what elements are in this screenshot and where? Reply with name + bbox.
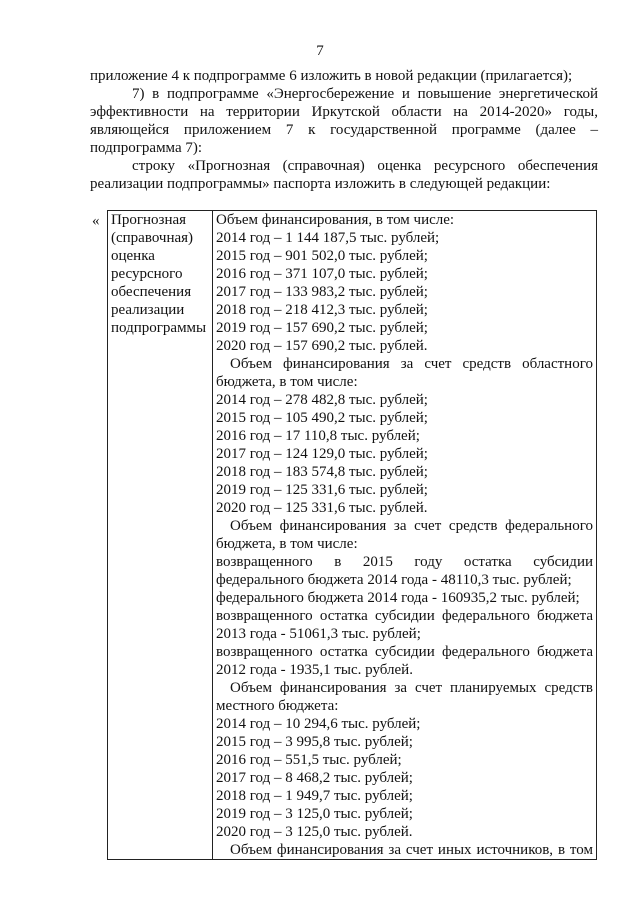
paragraph-subprogram-7: 7) в подпрограмме «Энергосбережение и повышение энергетической эффективности на территории Иркутской области на 2014-2020» годы, являющейся приложением 7 к государственной программе (далее – подпрограмма 7): — [90, 86, 598, 156]
total-year-line: 2018 год – 218 412,3 тыс. рублей; — [216, 302, 428, 318]
total-year-line: 2020 год – 157 690,2 тыс. рублей. — [216, 338, 428, 354]
local-year-line: 2014 год – 10 294,6 тыс. рублей; — [216, 716, 421, 732]
total-funding-heading: Объем финансирования, в том числе: — [216, 212, 455, 228]
regional-funding-heading: Объем финансирования за счет средств областного бюджета, в том числе: — [216, 356, 593, 390]
total-year-line: 2019 год – 157 690,2 тыс. рублей; — [216, 320, 428, 336]
local-year-line: 2017 год – 8 468,2 тыс. рублей; — [216, 770, 413, 786]
regional-year-line: 2019 год – 125 331,6 тыс. рублей; — [216, 482, 428, 498]
row-label-line: ресурсного — [111, 266, 183, 282]
paragraph-row-instruction: строку «Прогнозная (справочная) оценка ресурсного обеспечения реализации подпрограммы» паспорта изложить в следующей редакции: — [90, 158, 598, 192]
row-label-line: подпрограммы — [111, 320, 207, 336]
row-label-line: (справочная) — [111, 230, 194, 246]
open-quote: « — [92, 213, 100, 229]
federal-funding-heading: Объем финансирования за счет средств федерального бюджета, в том числе: — [216, 518, 593, 552]
table-row — [108, 211, 597, 860]
federal-item: возвращенного остатка субсидии федерального бюджета 2013 года - 51061,3 тыс. рублей; — [216, 608, 593, 642]
row-label-line: обеспечения — [111, 284, 192, 300]
regional-year-line: 2020 год – 125 331,6 тыс. рублей. — [216, 500, 428, 516]
funding-cell — [213, 211, 597, 860]
regional-year-line: 2017 год – 124 129,0 тыс. рублей; — [216, 446, 428, 462]
local-year-line: 2015 год – 3 995,8 тыс. рублей; — [216, 734, 413, 750]
paragraph-appendix: приложение 4 к подпрограмме 6 изложить в новой редакции (прилагается); — [90, 68, 573, 84]
federal-item: федерального бюджета 2014 года - 160935,2 тыс. рублей; — [216, 590, 580, 606]
page-number: 7 — [316, 43, 324, 59]
row-label-line: Прогнозная — [111, 212, 187, 228]
federal-item: возвращенного остатка субсидии федерального бюджета 2012 года - 1935,1 тыс. рублей. — [216, 644, 593, 678]
local-year-line: 2020 год – 3 125,0 тыс. рублей. — [216, 824, 413, 840]
other-funding-heading: Объем финансирования за счет иных источников, в том — [230, 842, 593, 858]
row-label-line: оценка — [111, 248, 155, 264]
local-funding-heading: Объем финансирования за счет планируемых средств местного бюджета: — [216, 680, 593, 714]
regional-year-line: 2018 год – 183 574,8 тыс. рублей; — [216, 464, 428, 480]
total-year-line: 2015 год – 901 502,0 тыс. рублей; — [216, 248, 428, 264]
local-year-line: 2018 год – 1 949,7 тыс. рублей; — [216, 788, 413, 804]
federal-item: возвращенного в 2015 году остатка субсидии федерального бюджета 2014 года - 48110,3 тыс. рублей; — [216, 554, 593, 588]
row-label-cell — [108, 211, 213, 860]
row-label-line: реализации — [111, 302, 185, 318]
total-year-line: 2016 год – 371 107,0 тыс. рублей; — [216, 266, 428, 282]
body-text — [90, 67, 598, 193]
regional-year-line: 2015 год – 105 490,2 тыс. рублей; — [216, 410, 428, 426]
local-year-line: 2016 год – 551,5 тыс. рублей; — [216, 752, 402, 768]
regional-year-line: 2014 год – 278 482,8 тыс. рублей; — [216, 392, 428, 408]
total-year-line: 2017 год – 133 983,2 тыс. рублей; — [216, 284, 428, 300]
total-year-line: 2014 год – 1 144 187,5 тыс. рублей; — [216, 230, 440, 246]
regional-year-line: 2016 год – 17 110,8 тыс. рублей; — [216, 428, 420, 444]
local-year-line: 2019 год – 3 125,0 тыс. рублей; — [216, 806, 413, 822]
passport-table — [107, 210, 597, 860]
